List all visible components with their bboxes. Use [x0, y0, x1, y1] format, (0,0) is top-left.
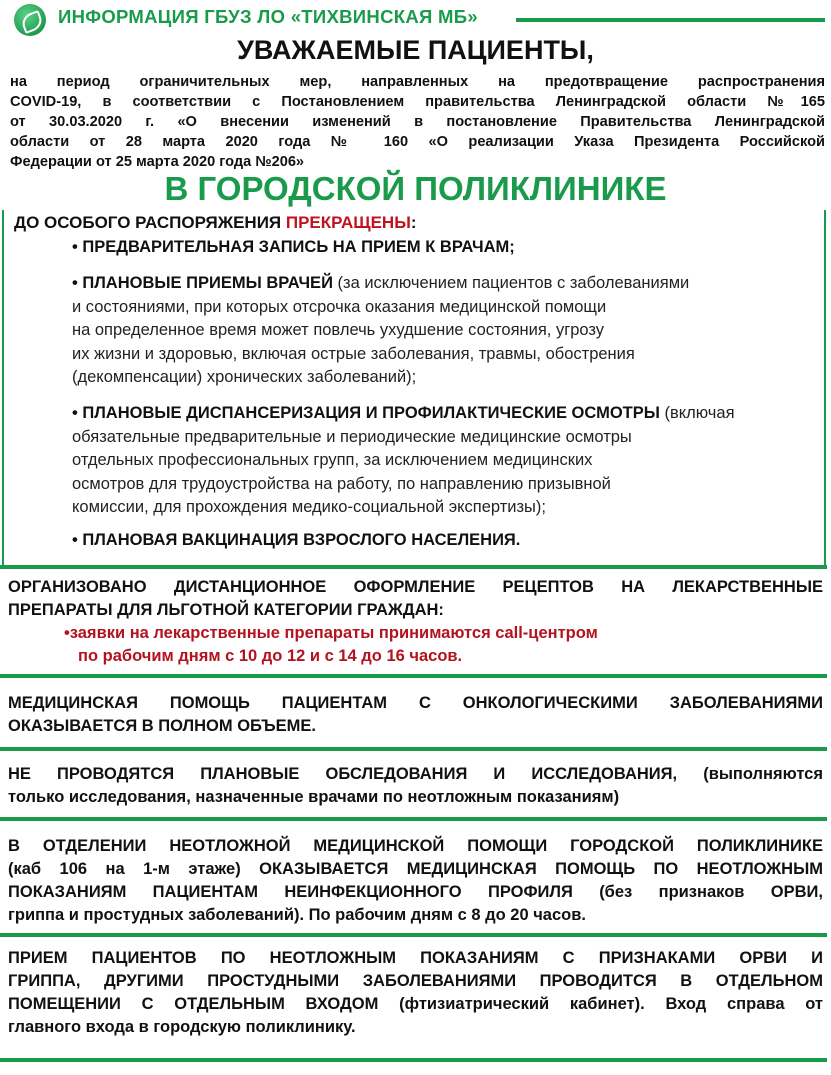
intro-line: области от 28 марта 2020 года № 160 «О реализации Указа Президента Российской [10, 134, 825, 150]
intro-line: на период ограничительных мер, направленных на предотвращение распространения [10, 74, 825, 90]
page-title: УВАЖАЕМЫЕ ПАЦИЕНТЫ, [237, 35, 594, 65]
section-divider [0, 1058, 827, 1062]
section-divider [0, 565, 827, 569]
ari-line: ПОМЕЩЕНИИ С ОТДЕЛЬНЫМ ВХОДОМ (фтизиатрический кабинет). Вход справа от [8, 995, 823, 1013]
section-subtitle: В ГОРОДСКОЙ ПОЛИКЛИНИКЕ [164, 170, 667, 207]
item-line: отдельных профессиональных групп, за исключением медицинских [72, 451, 593, 469]
item-bold: • ПЛАНОВАЯ ВАКЦИНАЦИЯ ВЗРОСЛОГО НАСЕЛЕНИЯ. [72, 531, 521, 549]
recipes-note-hours: по рабочим дням с 10 до 12 и с 14 до 16 часов. [78, 647, 463, 665]
suspended-heading-highlight: ПРЕКРАЩЕНЫ [285, 213, 411, 232]
suspended-heading-suffix: : [410, 213, 417, 232]
intro-line: COVID-19, в соответствии с Постановлением правительства Ленинградской области №165 [10, 94, 825, 110]
item-rest: (включая [659, 404, 735, 422]
item-rest: (за исключением пациентов с заболеваниями [332, 274, 690, 292]
item-bold: • ПЛАНОВЫЕ ДИСПАНСЕРИЗАЦИЯ И ПРОФИЛАКТИЧЕСКИЕ ОСМОТРЫ [72, 404, 660, 422]
emergency-block [8, 835, 823, 927]
item-line: на определенное время может повлечь ухудшение состояния, угрозу [72, 321, 605, 339]
recipes-line: ПРЕПАРАТЫ ДЛЯ ЛЬГОТНОЙ КАТЕГОРИИ ГРАЖДАН: [8, 601, 444, 619]
suspended-heading-prefix: ДО ОСОБОГО РАСПОРЯЖЕНИЯ [14, 213, 286, 232]
exams-line: НЕ ПРОВОДЯТСЯ ПЛАНОВЫЕ ОБСЛЕДОВАНИЯ И ИССЛЕДОВАНИЯ, (выполняются [8, 765, 823, 783]
section-divider [0, 674, 827, 678]
intro-line: от 30.03.2020 г. «О внесении изменений в постановление Правительства Ленинградской [10, 114, 825, 130]
exams-block [8, 763, 823, 809]
oncology-block [8, 692, 823, 738]
emergency-line: гриппа и простудных заболеваний). По рабочим дням с 8 до 20 часов. [8, 906, 586, 924]
item-line: обязательные предварительные и периодические медицинские осмотры [72, 427, 632, 446]
recipes-note: •заявки на лекарственные препараты принимаются call-центром [64, 624, 598, 642]
section-divider [0, 747, 827, 751]
ari-block [8, 947, 823, 1039]
recipes-block [8, 576, 823, 622]
suspended-item-vaccination [72, 529, 520, 553]
oncology-line: МЕДИЦИНСКАЯ ПОМОЩЬ ПАЦИЕНТАМ С ОНКОЛОГИЧЕСКИМИ ЗАБОЛЕВАНИЯМИ [8, 694, 823, 712]
emergency-line: (каб 106 на 1-м этаже) ОКАЗЫВАЕТСЯ МЕДИЦИНСКАЯ ПОМОЩЬ ПО НЕОТЛОЖНЫМ [8, 860, 823, 878]
header [0, 0, 831, 36]
oncology-line: ОКАЗЫВАЕТСЯ В ПОЛНОМ ОБЪЕМЕ. [8, 717, 316, 735]
item-bold: • ПРЕДВАРИТЕЛЬНАЯ ЗАПИСЬ НА ПРИЕМ К ВРАЧАМ; [72, 238, 515, 256]
section-divider [0, 933, 827, 937]
header-divider [516, 18, 825, 22]
suspended-item-doctor-visits [72, 272, 689, 390]
logo-icon [14, 4, 46, 36]
item-line: и состояниями, при которых отсрочка оказания медицинской помощи [72, 297, 607, 316]
item-line: осмотров для трудоустройства на работу, по направлению призывной [72, 474, 611, 493]
ari-line: главного входа в городскую поликлинику. [8, 1018, 356, 1036]
item-line: (декомпенсации) хронических заболеваний); [72, 368, 417, 386]
header-title: ИНФОРМАЦИЯ ГБУЗ ЛО «ТИХВИНСКАЯ МБ» [58, 6, 478, 27]
section-divider [0, 817, 827, 821]
emergency-line: ПОКАЗАНИЯМ ПАЦИЕНТАМ НЕИНФЕКЦИОННОГО ПРОФИЛЯ (без признаков ОРВИ, [8, 883, 823, 901]
intro-line: Федерации от 25 марта 2020 года №206» [10, 154, 305, 170]
suspended-item-appointments [72, 236, 515, 260]
ari-line: ПРИЕМ ПАЦИЕНТОВ ПО НЕОТЛОЖНЫМ ПОКАЗАНИЯМ С ПРИЗНАКАМИ ОРВИ И [8, 949, 823, 967]
ari-line: ГРИППА, ДРУГИМИ ПРОСТУДНЫМИ ЗАБОЛЕВАНИЯМИ ПРОВОДИТСЯ В ОТДЕЛЬНОМ [8, 972, 823, 990]
recipes-line: ОРГАНИЗОВАНО ДИСТАНЦИОННОЕ ОФОРМЛЕНИЕ РЕЦЕПТОВ НА ЛЕКАРСТВЕННЫЕ [8, 578, 823, 596]
intro-paragraph [10, 72, 825, 172]
suspended-item-checkups [72, 402, 735, 520]
emergency-line: В ОТДЕЛЕНИИ НЕОТЛОЖНОЙ МЕДИЦИНСКОЙ ПОМОЩИ ГОРОДСКОЙ ПОЛИКЛИНИКЕ [8, 837, 823, 855]
exams-line: только исследования, назначенные врачами по неотложным показаниям) [8, 788, 620, 806]
item-line: их жизни и здоровью, включая острые заболевания, травмы, обострения [72, 344, 635, 363]
suspended-heading [14, 213, 417, 233]
item-bold: • ПЛАНОВЫЕ ПРИЕМЫ ВРАЧЕЙ [72, 274, 333, 292]
item-line: комиссии, для прохождения медико-социальной экспертизы); [72, 498, 546, 516]
